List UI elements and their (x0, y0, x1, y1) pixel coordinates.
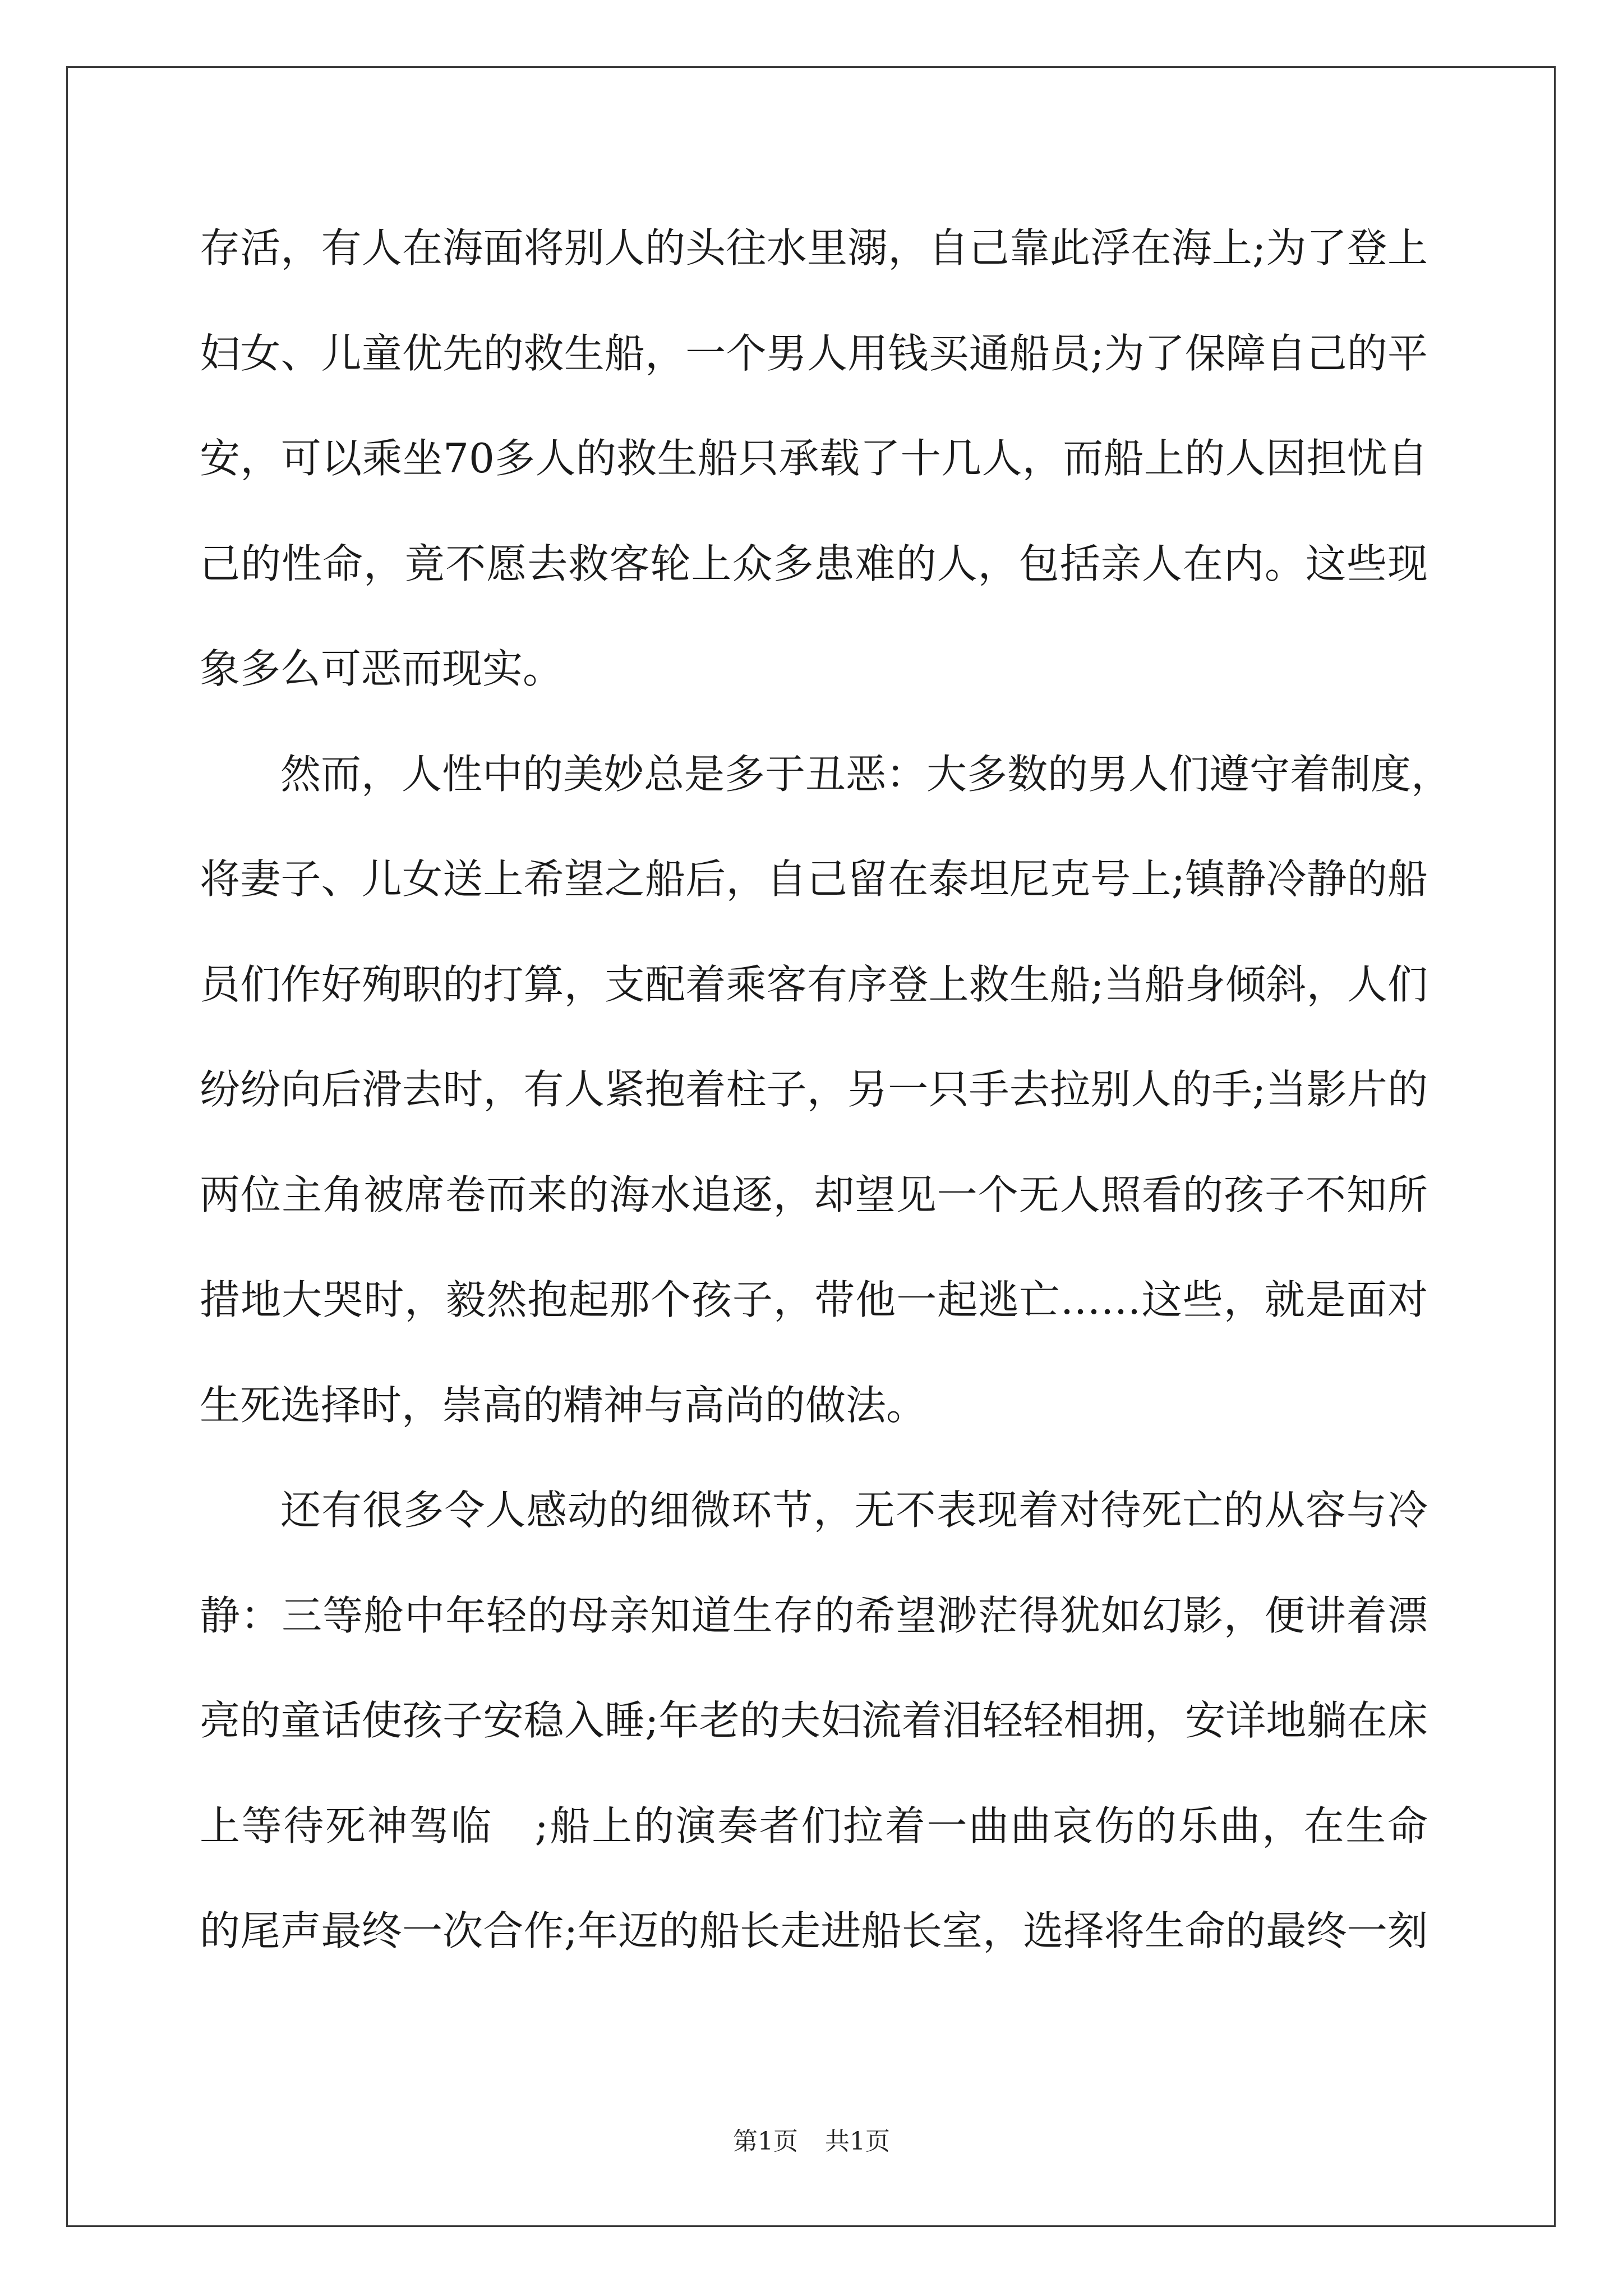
text-line: 将妻子、儿女送上希望之船后，自己留在泰坦尼克号上;镇静冷静的船 (200, 855, 1428, 903)
text-line: 己的性命，竟不愿去救客轮上众多患难的人，包括亲人在内。这些现 (200, 540, 1428, 587)
text-line: 安，可以乘坐70多人的救生船只承载了十几人，而船上的人因担忧自 (200, 435, 1428, 482)
text-line: 生死选择时，崇高的精神与高尚的做法。 (200, 1382, 927, 1429)
paragraph-first-line: 然而，人性中的美妙总是多于丑恶：大多数的男人们遵守着制度， (280, 751, 1452, 798)
page-footer (0, 2125, 1623, 2159)
text-line: 措地大哭时，毅然抱起那个孩子，带他一起逃亡……这些，就是面对 (200, 1276, 1428, 1323)
text-line: 纷纷向后滑去时，有人紧抱着柱子，另一只手去拉别人的手;当影片的 (200, 1066, 1428, 1113)
text-line: 上等待死神驾临 ;船上的演奏者们拉着一曲曲哀伤的乐曲，在生命 (200, 1802, 1428, 1849)
paragraph-first-line: 还有很多令人感动的细微环节，无不表现着对待死亡的从容与冷 (280, 1487, 1428, 1534)
total-pages: 共1页 (825, 2127, 890, 2156)
page-number: 第1页 (733, 2127, 798, 2156)
text-line: 员们作好殉职的打算，支配着乘客有序登上救生船;当船身倾斜，人们 (200, 961, 1428, 1008)
text-line: 存活，有人在海面将别人的头往水里溺，自己靠此浮在海上;为了登上 (200, 224, 1428, 272)
text-line: 妇女、儿童优先的救生船，一个男人用钱买通船员;为了保障自己的平 (200, 330, 1428, 377)
text-line: 象多么可恶而现实。 (200, 645, 564, 692)
text-line: 两位主角被席卷而来的海水追逐，却望见一个无人照看的孩子不知所 (200, 1171, 1428, 1218)
text-line: 亮的童话使孩子安稳入睡;年老的夫妇流着泪轻轻相拥，安详地躺在床 (200, 1697, 1428, 1744)
text-line: 的尾声最终一次合作;年迈的船长走进船长室，选择将生命的最终一刻 (200, 1907, 1428, 1954)
text-line: 静：三等舱中年轻的母亲知道生存的希望渺茫得犹如幻影，便讲着漂 (200, 1592, 1428, 1639)
